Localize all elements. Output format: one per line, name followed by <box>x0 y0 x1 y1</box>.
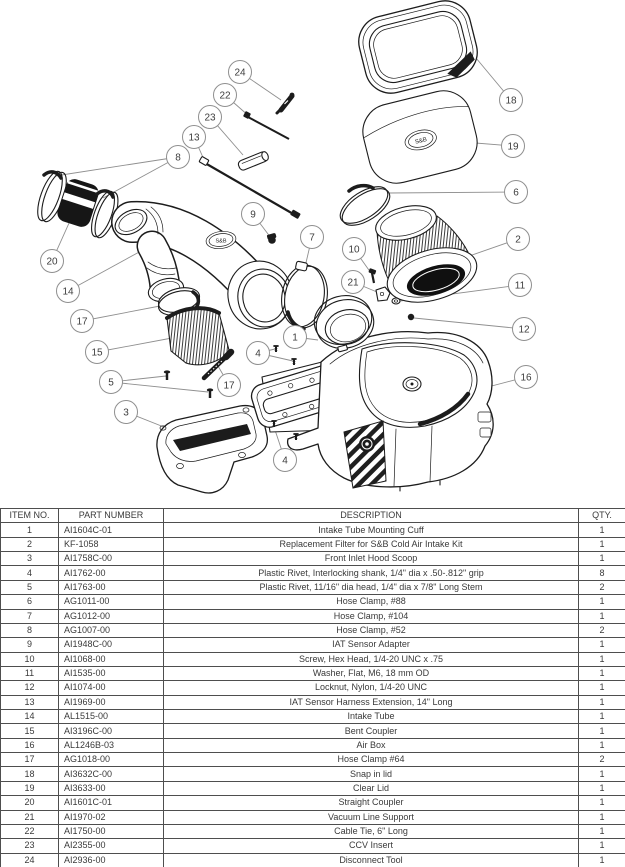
header-qty: QTY. <box>579 509 625 523</box>
cell-part-number: AI2936-00 <box>59 853 164 867</box>
plastic-rivet-long-b <box>207 388 213 398</box>
cell-qty: 1 <box>579 781 625 795</box>
leader-line <box>111 382 208 392</box>
cell-item-no: 7 <box>1 609 59 623</box>
cell-part-number: AI1604C-01 <box>59 523 164 537</box>
cell-description: Intake Tube Mounting Cuff <box>164 523 579 537</box>
cell-item-no: 2 <box>1 537 59 551</box>
disconnect-tool <box>277 93 294 113</box>
cell-qty: 2 <box>579 580 625 594</box>
cell-part-number: AI1969-00 <box>59 695 164 709</box>
cell-item-no: 22 <box>1 824 59 838</box>
cell-qty: 1 <box>579 738 625 752</box>
cell-part-number: AI1970-02 <box>59 810 164 824</box>
svg-text:15: 15 <box>91 347 103 359</box>
cell-qty: 2 <box>579 753 625 767</box>
header-part-number: PART NUMBER <box>59 509 164 523</box>
callout-1 <box>284 326 307 349</box>
table-row <box>1 652 625 666</box>
cell-part-number: AI1762-00 <box>59 566 164 580</box>
callout-16 <box>515 366 538 389</box>
cell-description: Hose Clamp, #104 <box>164 609 579 623</box>
callout-6 <box>505 181 528 204</box>
table-row <box>1 781 625 795</box>
cell-part-number: AI1948C-00 <box>59 638 164 652</box>
cell-item-no: 17 <box>1 753 59 767</box>
callout-9 <box>242 203 265 226</box>
svg-text:7: 7 <box>309 232 315 244</box>
cell-qty: 1 <box>579 523 625 537</box>
callout-12 <box>513 318 536 341</box>
cell-part-number: AG1018-00 <box>59 753 164 767</box>
cell-part-number: AI3632C-00 <box>59 767 164 781</box>
table-row <box>1 710 625 724</box>
table-row <box>1 853 625 867</box>
svg-text:8: 8 <box>175 152 181 164</box>
callout-24 <box>229 61 252 84</box>
svg-text:6: 6 <box>513 187 519 199</box>
cell-item-no: 18 <box>1 767 59 781</box>
cell-part-number: AI3196C-00 <box>59 724 164 738</box>
table-row <box>1 638 625 652</box>
svg-text:4: 4 <box>282 455 288 467</box>
callout-2 <box>507 228 530 251</box>
svg-text:4: 4 <box>255 348 261 360</box>
cell-qty: 1 <box>579 824 625 838</box>
cell-description: Plastic Rivet, 11/16" dia head, 1/4" dia x 7/8" Long Stem <box>164 580 579 594</box>
locknut <box>408 314 414 320</box>
cell-qty: 1 <box>579 853 625 867</box>
svg-text:5: 5 <box>108 377 114 389</box>
cell-description: Hose Clamp, #52 <box>164 623 579 637</box>
cell-description: Straight Coupler <box>164 796 579 810</box>
cell-description: CCV Insert <box>164 839 579 853</box>
callout-5 <box>100 371 123 394</box>
cell-description: Clear Lid <box>164 781 579 795</box>
cell-part-number: AI2355-00 <box>59 839 164 853</box>
header-description: DESCRIPTION <box>164 509 579 523</box>
leader-line <box>389 192 516 193</box>
cell-description: Hose Clamp, #88 <box>164 595 579 609</box>
cell-item-no: 13 <box>1 695 59 709</box>
cell-item-no: 14 <box>1 710 59 724</box>
cell-description: Air Box <box>164 738 579 752</box>
cell-description: Vacuum Line Support <box>164 810 579 824</box>
table-row <box>1 738 625 752</box>
cell-item-no: 12 <box>1 681 59 695</box>
svg-text:9: 9 <box>250 209 256 221</box>
cell-description: Locknut, Nylon, 1/4-20 UNC <box>164 681 579 695</box>
cell-description: IAT Sensor Adapter <box>164 638 579 652</box>
cell-part-number: AI1601C-01 <box>59 796 164 810</box>
table-row <box>1 523 625 537</box>
clear-lid <box>357 85 483 189</box>
cell-qty: 1 <box>579 810 625 824</box>
callout-17 <box>71 310 94 333</box>
flat-washer <box>392 298 400 304</box>
cell-part-number: AL1246B-03 <box>59 738 164 752</box>
table-row <box>1 767 625 781</box>
cell-part-number: KF-1058 <box>59 537 164 551</box>
cell-item-no: 11 <box>1 666 59 680</box>
cell-item-no: 24 <box>1 853 59 867</box>
cell-qty: 1 <box>579 796 625 810</box>
callout-14 <box>57 280 80 303</box>
cell-qty: 1 <box>579 609 625 623</box>
table-row <box>1 609 625 623</box>
parts-table <box>0 508 625 867</box>
cell-description: Replacement Filter for S&B Cold Air Intake Kit <box>164 537 579 551</box>
header-item-no: ITEM NO. <box>1 509 59 523</box>
table-row <box>1 566 625 580</box>
callout-20 <box>41 250 64 273</box>
callout-10 <box>343 238 366 261</box>
table-header-row <box>1 509 625 523</box>
cell-part-number: AI3633-00 <box>59 781 164 795</box>
callout-21 <box>342 271 365 294</box>
cell-part-number: AL1515-00 <box>59 710 164 724</box>
table-row <box>1 824 625 838</box>
cell-item-no: 1 <box>1 523 59 537</box>
callout-15 <box>86 341 109 364</box>
cell-part-number: AI1750-00 <box>59 824 164 838</box>
cell-item-no: 21 <box>1 810 59 824</box>
cell-item-no: 9 <box>1 638 59 652</box>
cell-item-no: 6 <box>1 595 59 609</box>
svg-text:19: 19 <box>507 141 519 153</box>
svg-text:2: 2 <box>515 234 521 246</box>
callout-7 <box>301 226 324 249</box>
cell-item-no: 4 <box>1 566 59 580</box>
cell-description: Screw, Hex Head, 1/4-20 UNC x .75 <box>164 652 579 666</box>
cell-item-no: 10 <box>1 652 59 666</box>
cell-item-no: 23 <box>1 839 59 853</box>
table-row <box>1 666 625 680</box>
cell-part-number: AI1535-00 <box>59 666 164 680</box>
callout-4 <box>247 342 270 365</box>
cell-part-number: AI1758C-00 <box>59 552 164 566</box>
lid-logo: S&B <box>414 137 428 146</box>
svg-text:14: 14 <box>62 286 74 298</box>
table-row <box>1 839 625 853</box>
svg-text:12: 12 <box>518 324 530 336</box>
snap-in-lid <box>353 0 482 99</box>
table-row <box>1 753 625 767</box>
cell-part-number: AI1068-00 <box>59 652 164 666</box>
svg-text:22: 22 <box>219 90 231 102</box>
cell-qty: 1 <box>579 552 625 566</box>
cable-tie <box>243 111 289 139</box>
plastic-rivet-long-a <box>164 370 170 380</box>
cell-description: Bent Coupler <box>164 724 579 738</box>
callout-23 <box>199 106 222 129</box>
cell-description: Washer, Flat, M6, 18 mm OD <box>164 666 579 680</box>
cell-part-number: AG1007-00 <box>59 623 164 637</box>
svg-text:24: 24 <box>234 67 246 79</box>
cell-qty: 1 <box>579 681 625 695</box>
callout-17 <box>218 374 241 397</box>
cell-qty: 1 <box>579 710 625 724</box>
cell-description: Cable Tie, 6" Long <box>164 824 579 838</box>
leader-line <box>68 251 141 291</box>
cell-qty: 1 <box>579 767 625 781</box>
cell-qty: 2 <box>579 623 625 637</box>
cell-qty: 1 <box>579 839 625 853</box>
svg-text:17: 17 <box>223 380 235 392</box>
svg-text:13: 13 <box>188 132 200 144</box>
cell-item-no: 20 <box>1 796 59 810</box>
cell-qty: 1 <box>579 638 625 652</box>
cell-description: Front Inlet Hood Scoop <box>164 552 579 566</box>
cell-description: Plastic Rivet, Interlocking shank, 1/4" dia x .50-.812" grip <box>164 566 579 580</box>
cell-qty: 1 <box>579 652 625 666</box>
svg-text:18: 18 <box>505 95 517 107</box>
cell-item-no: 5 <box>1 580 59 594</box>
callout-19 <box>502 135 525 158</box>
table-row <box>1 695 625 709</box>
cell-item-no: 16 <box>1 738 59 752</box>
callout-8 <box>167 146 190 169</box>
svg-text:17: 17 <box>76 316 88 328</box>
svg-text:11: 11 <box>514 280 526 292</box>
svg-text:21: 21 <box>347 277 359 289</box>
cell-qty: 1 <box>579 666 625 680</box>
callout-11 <box>509 274 532 297</box>
tube-logo: S&B <box>215 238 227 245</box>
cell-part-number: AG1011-00 <box>59 595 164 609</box>
cell-qty: 1 <box>579 595 625 609</box>
callout-4 <box>274 449 297 472</box>
cell-description: Hose Clamp #64 <box>164 753 579 767</box>
cell-part-number: AI1763-00 <box>59 580 164 594</box>
front-inlet-hood-scoop <box>157 406 267 493</box>
cell-description: Disconnect Tool <box>164 853 579 867</box>
callout-18 <box>500 89 523 112</box>
cell-item-no: 15 <box>1 724 59 738</box>
cell-description: IAT Sensor Harness Extension, 14" Long <box>164 695 579 709</box>
svg-text:1: 1 <box>292 332 298 344</box>
leader-line <box>414 318 524 329</box>
cell-description: Snap in lid <box>164 767 579 781</box>
table-row <box>1 796 625 810</box>
table-row <box>1 537 625 551</box>
cell-part-number: AG1012-00 <box>59 609 164 623</box>
table-row <box>1 681 625 695</box>
svg-text:20: 20 <box>46 256 58 268</box>
table-row <box>1 623 625 637</box>
table-row <box>1 580 625 594</box>
cell-item-no: 8 <box>1 623 59 637</box>
cell-qty: 1 <box>579 695 625 709</box>
cell-description: Intake Tube <box>164 710 579 724</box>
callout-3 <box>115 401 138 424</box>
leader-line <box>55 157 178 176</box>
hex-screw <box>368 268 376 283</box>
svg-text:16: 16 <box>520 372 532 384</box>
svg-text:3: 3 <box>123 407 129 419</box>
svg-text:23: 23 <box>204 112 216 124</box>
table-row <box>1 810 625 824</box>
cell-item-no: 3 <box>1 552 59 566</box>
bent-coupler <box>167 308 229 365</box>
cell-item-no: 19 <box>1 781 59 795</box>
cell-part-number: AI1074-00 <box>59 681 164 695</box>
cell-qty: 1 <box>579 724 625 738</box>
table-row <box>1 595 625 609</box>
callout-13 <box>183 126 206 149</box>
svg-text:10: 10 <box>348 244 360 256</box>
cell-qty: 8 <box>579 566 625 580</box>
table-row <box>1 552 625 566</box>
cell-qty: 1 <box>579 537 625 551</box>
callout-22 <box>214 84 237 107</box>
table-row <box>1 724 625 738</box>
